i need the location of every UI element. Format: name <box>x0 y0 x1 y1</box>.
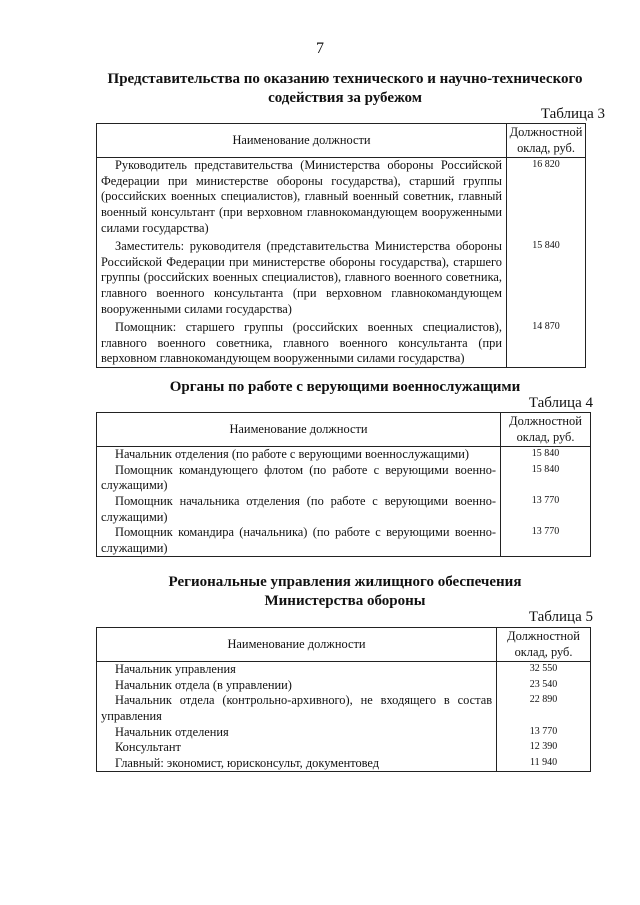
column-header-salary: Должностной оклад, руб. <box>501 413 591 447</box>
table-row <box>97 463 591 494</box>
salary-table-5 <box>96 627 591 772</box>
position-name: Помощник: старшего группы (российских военных специалистов), главного военного советника, главного военного консультанта (при верховном главнокомандующем вооруженными силами государства) <box>97 320 507 367</box>
salary-value: 14 870 <box>507 320 586 367</box>
table-row <box>97 239 586 320</box>
position-name: Помощник начальника отделения (по работе с верующими военно-служащими) <box>97 494 501 525</box>
section-title-line: Министерства обороны <box>264 593 426 609</box>
table-row <box>97 158 586 239</box>
table-row <box>97 494 591 525</box>
table-row <box>97 662 591 678</box>
column-header-salary: Должностной оклад, руб. <box>497 628 591 662</box>
position-name: Помощник командующего флотом (по работе с верующими военно-служащими) <box>97 463 501 494</box>
table-row <box>97 320 586 367</box>
salary-value: 22 890 <box>497 693 591 724</box>
column-header-position: Наименование должности <box>97 124 507 158</box>
table-row <box>97 740 591 756</box>
section-title-line: Региональные управления жилищного обеспечения <box>168 574 522 590</box>
table-label: Таблица 5 <box>528 609 593 625</box>
table-row <box>97 525 591 557</box>
position-name: Консультант <box>97 740 497 756</box>
salary-value: 15 840 <box>501 447 591 463</box>
section-title-representations <box>90 70 600 108</box>
salary-table-3 <box>96 123 586 368</box>
position-name: Начальник отделения <box>97 725 497 741</box>
table-row <box>97 678 591 694</box>
column-header-salary: Должностной оклад, руб. <box>507 124 586 158</box>
salary-value: 12 390 <box>497 740 591 756</box>
section-title-line: Представительства по оказанию технического и научно-технического <box>107 71 583 87</box>
page-number: 7 <box>316 40 324 57</box>
table-label: Таблица 4 <box>528 395 593 411</box>
salary-value: 16 820 <box>507 158 586 239</box>
position-name: Начальник отделения (по работе с верующими военнослужащими) <box>97 447 501 463</box>
table-row <box>97 725 591 741</box>
salary-value: 13 770 <box>501 525 591 557</box>
position-name: Начальник отдела (контрольно-архивного), не входящего в состав управления <box>97 693 497 724</box>
table-row <box>97 447 591 463</box>
salary-value: 23 540 <box>497 678 591 694</box>
table-row <box>97 693 591 724</box>
position-name: Заместитель: руководителя (представительства Министерства обороны Российской Федерации при министерстве обороны государства), старшего группы (российских военных специалистов), главного военного советника, главного военного консультанта (при верховном главнокомандующем вооруженными силами государства) <box>97 239 507 320</box>
column-header-position: Наименование должности <box>97 413 501 447</box>
table-row <box>97 756 591 772</box>
position-name: Начальник управления <box>97 662 497 678</box>
salary-value: 13 770 <box>501 494 591 525</box>
section-title-line: Органы по работе с верующими военнослужащими <box>169 379 521 395</box>
position-name: Руководитель представительства (Министерства обороны Российской Федерации при министерстве обороны государства), старший группы (российских военных специалистов), главный военный советник, главный военный консультант (при верховном главнокомандующем вооруженными силами государства) <box>97 158 507 239</box>
salary-value: 11 940 <box>497 756 591 772</box>
position-name: Главный: экономист, юрисконсульт, документовед <box>97 756 497 772</box>
section-title-housing-directorates <box>90 573 600 611</box>
section-title-line: содействия за рубежом <box>268 90 422 106</box>
salary-value: 15 840 <box>507 239 586 320</box>
salary-value: 32 550 <box>497 662 591 678</box>
column-header-position: Наименование должности <box>97 628 497 662</box>
table-label: Таблица 3 <box>540 106 605 122</box>
salary-table-4 <box>96 412 591 557</box>
salary-value: 13 770 <box>497 725 591 741</box>
position-name: Помощник командира (начальника) (по работе с верующими военно-служащими) <box>97 525 501 557</box>
position-name: Начальник отдела (в управлении) <box>97 678 497 694</box>
salary-value: 15 840 <box>501 463 591 494</box>
